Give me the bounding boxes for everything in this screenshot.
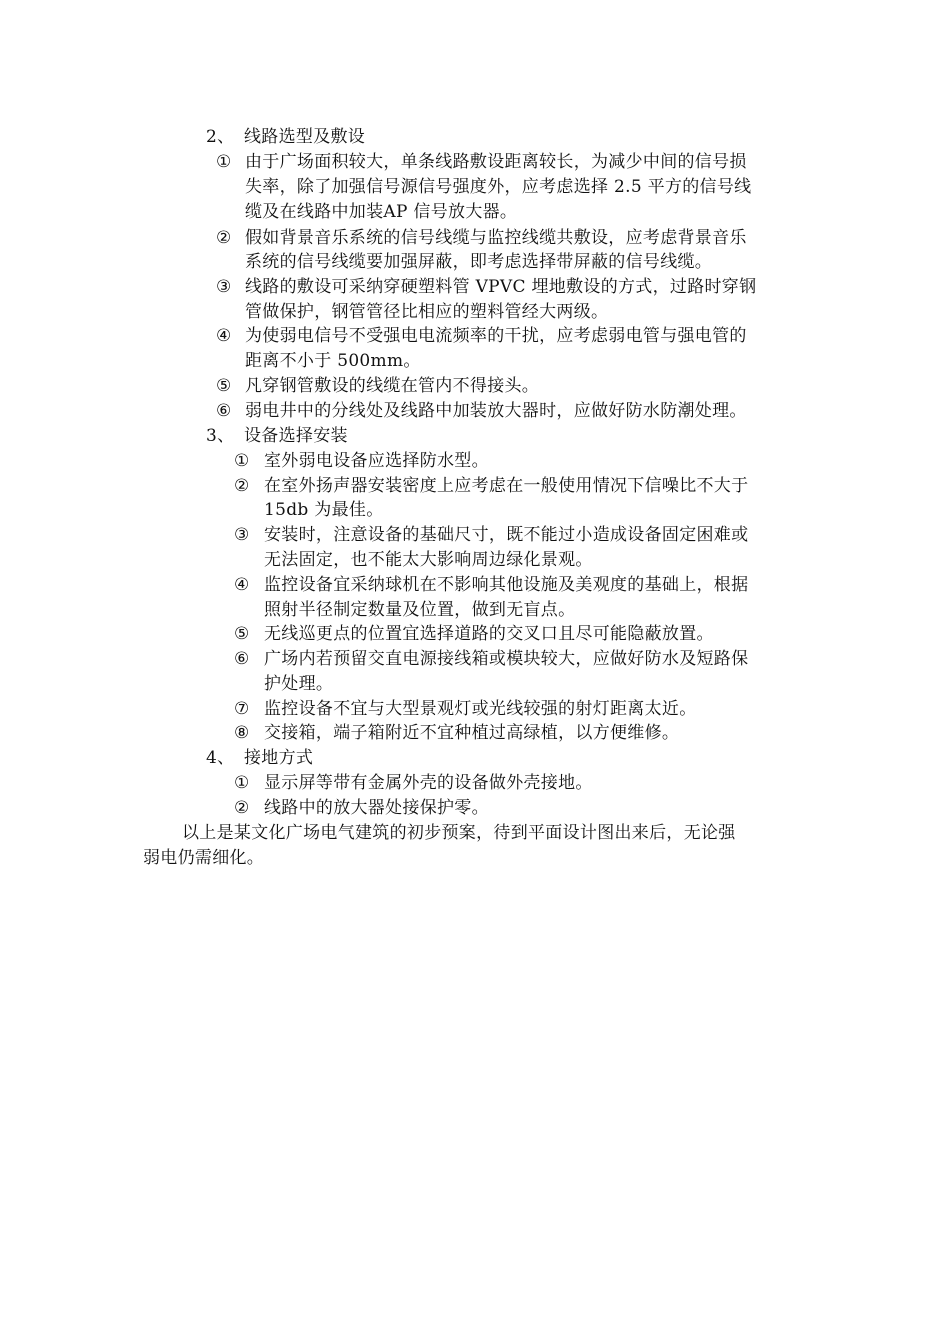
item-marker: ⑥ (216, 401, 232, 421)
item-text-line: 显示屏等带有金属外壳的设备做外壳接地。 (264, 773, 593, 793)
item-text-line: 弱电井中的分线处及线路中加装放大器时，应做好防水防潮处理。 (245, 401, 747, 421)
section-title: 线路选型及敷设 (244, 127, 366, 147)
item-marker: ② (234, 476, 250, 496)
item-text-line: 系统的信号线缆要加强屏蔽，即考虑选择带屏蔽的信号线缆。 (245, 252, 713, 272)
item-text-line: 线路中的放大器处接保护零。 (264, 798, 489, 818)
item-marker: ① (234, 773, 250, 793)
item-marker: ③ (216, 277, 232, 297)
item-text-line: 监控设备不宜与大型景观灯或光线较强的射灯距离太近。 (264, 699, 697, 719)
item-text-line: 室外弱电设备应选择防水型。 (264, 451, 489, 471)
item-marker: ② (234, 798, 250, 818)
item-marker: ③ (234, 525, 250, 545)
section-heading-2 (206, 126, 365, 148)
item-marker: ⑧ (234, 723, 250, 743)
item-text-line: 假如背景音乐系统的信号线缆与监控线缆共敷设，应考虑背景音乐 (245, 228, 747, 248)
item-text-line: 在室外扬声器安装密度上应考虑在一般使用情况下信噪比不大于 (264, 476, 749, 496)
item-text-line: 无线巡更点的位置宜选择道路的交叉口且尽可能隐蔽放置。 (264, 624, 714, 644)
section-heading-3 (206, 425, 348, 447)
section-number: 2、 (206, 127, 235, 147)
item-text-line: 无法固定，也不能太大影响周边绿化景观。 (264, 550, 593, 570)
item-text-line: 线路的敷设可采纳穿硬塑料管 VPVC 埋地敷设的方式，过路时穿钢 (245, 277, 757, 297)
item-marker: ② (216, 228, 232, 248)
section-number: 3、 (206, 426, 235, 446)
item-text-line: 照射半径制定数量及位置，做到无盲点。 (264, 600, 576, 620)
item-text-line: 距离不小于 500mm。 (245, 351, 421, 371)
item-marker: ⑤ (234, 624, 250, 644)
item-text-line: 15db 为最佳。 (264, 500, 384, 520)
item-marker: ① (234, 451, 250, 471)
section-number: 4、 (206, 748, 235, 768)
item-text-line: 交接箱，端子箱附近不宜种植过高绿植，以方便维修。 (264, 723, 680, 743)
item-text-line: 失率，除了加强信号源信号强度外，应考虑选择 2.5 平方的信号线 (245, 177, 752, 197)
item-text-line: 由于广场面积较大，单条线路敷设距离较长，为减少中间的信号损 (245, 152, 747, 172)
item-marker: ④ (216, 326, 232, 346)
item-marker: ⑤ (216, 376, 232, 396)
section-heading-4 (206, 747, 313, 769)
item-text-line: 缆及在线路中加装AP 信号放大器。 (245, 202, 518, 222)
item-marker: ④ (234, 575, 250, 595)
item-text-line: 护处理。 (264, 674, 334, 694)
item-text-line: 凡穿钢管敷设的线缆在管内不得接头。 (245, 376, 540, 396)
item-text-line: 安装时，注意设备的基础尺寸，既不能过小造成设备固定困难或 (264, 525, 749, 545)
item-text-line: 广场内若预留交直电源接线箱或模块较大，应做好防水及短路保 (264, 649, 749, 669)
section-title: 设备选择安装 (244, 426, 348, 446)
paragraph-line: 以上是某文化广场电气建筑的初步预案，待到平面设计图出来后，无论强 (182, 823, 736, 843)
paragraph-line: 弱电仍需细化。 (143, 848, 265, 868)
item-marker: ① (216, 152, 232, 172)
item-marker: ⑥ (234, 649, 250, 669)
item-text-line: 管做保护，钢管管径比相应的塑料管经大两级。 (245, 302, 609, 322)
item-marker: ⑦ (234, 699, 250, 719)
section-title: 接地方式 (244, 748, 314, 768)
item-text-line: 为使弱电信号不受强电电流频率的干扰，应考虑弱电管与强电管的 (245, 326, 747, 346)
item-text-line: 监控设备宜采纳球机在不影响其他设施及美观度的基础上，根据 (264, 575, 749, 595)
